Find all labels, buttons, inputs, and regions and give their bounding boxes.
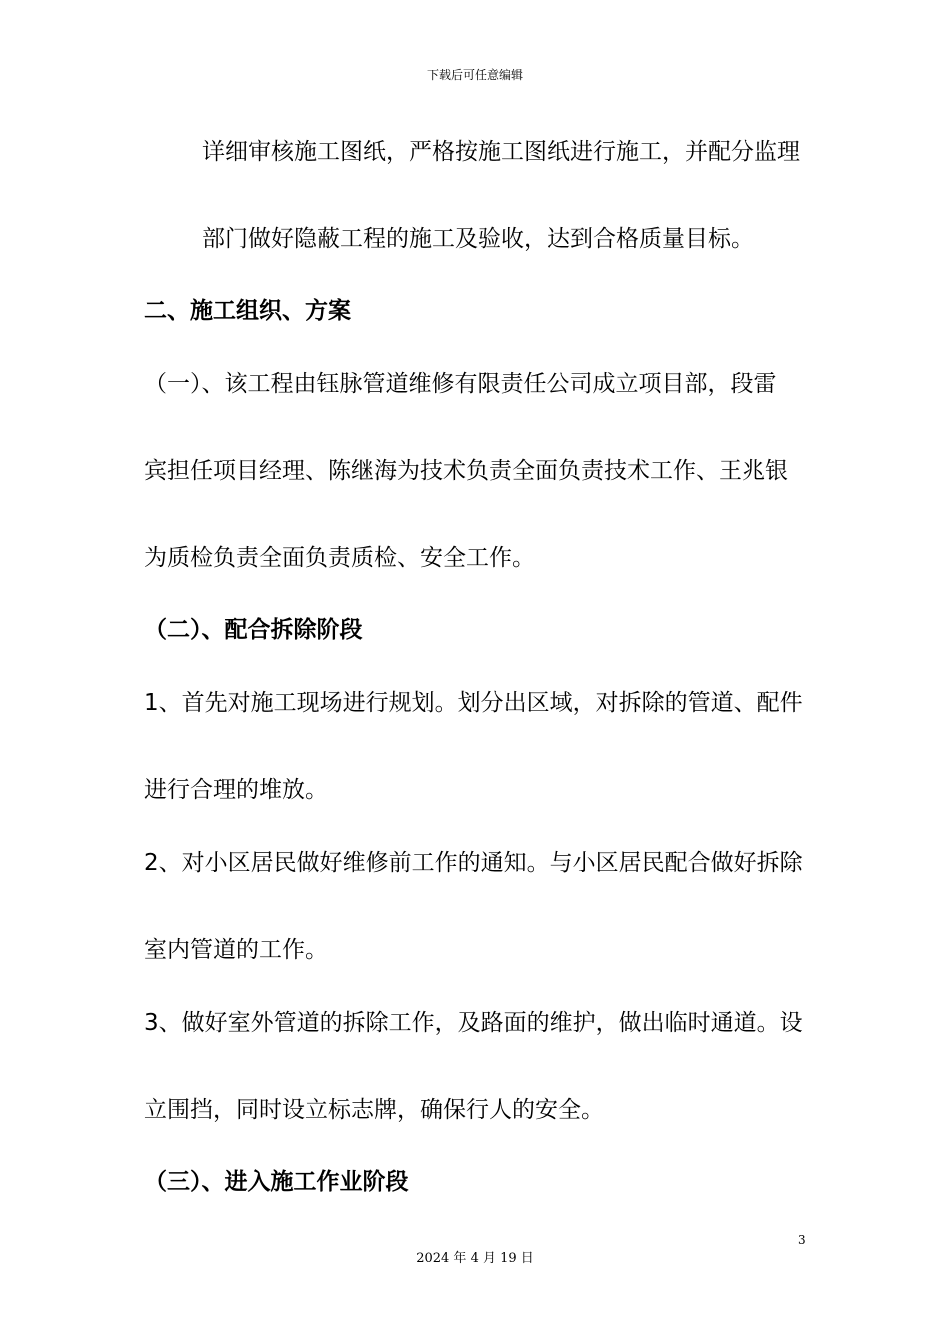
body-line: 室内管道的工作。 <box>144 937 328 963</box>
body-line: 进行合理的堆放。 <box>144 777 328 803</box>
body-line: 2、对小区居民做好维修前工作的通知。与小区居民配合做好拆除 <box>144 850 803 876</box>
body-line: 部门做好隐蔽工程的施工及验收，达到合格质量目标。 <box>202 226 754 252</box>
body-line: 1、首先对施工现场进行规划。划分出区域，对拆除的管道、配件 <box>144 690 803 716</box>
page-number: 3 <box>798 1233 806 1247</box>
body-line: 立围挡，同时设立标志牌，确保行人的安全。 <box>144 1097 604 1123</box>
page-header: 下载后可任意编辑 <box>426 68 523 82</box>
body-line: 详细审核施工图纸，严格按施工图纸进行施工，并配分监理 <box>202 139 800 165</box>
body-line: （一）、该工程由钰脉管道维修有限责任公司成立项目部，段雷 <box>144 371 777 397</box>
body-line: 3、做好室外管道的拆除工作，及路面的维护，做出临时通道。设 <box>144 1010 803 1036</box>
body-line: 宾担任项目经理、陈继海为技术负责全面负责技术工作、王兆银 <box>144 458 788 484</box>
body-line: 为质检负责全面负责质检、安全工作。 <box>144 545 535 571</box>
subsection-heading: （二）、配合拆除阶段 <box>144 617 363 643</box>
section-heading: 二、施工组织、方案 <box>144 298 351 324</box>
footer-date: 2024 年 4 月 19 日 <box>416 1251 534 1266</box>
subsection-heading: （三）、进入施工作业阶段 <box>144 1169 409 1195</box>
